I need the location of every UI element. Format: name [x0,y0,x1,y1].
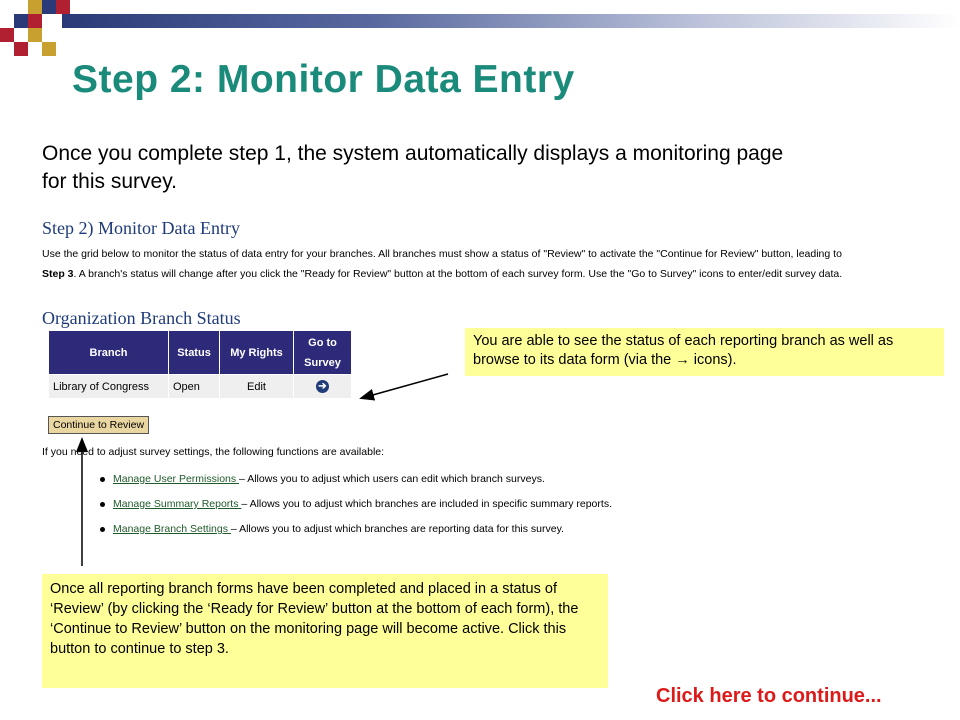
desc-step-link: Step 3 [42,268,74,280]
functions-list [100,470,612,545]
cell-status: Open [169,375,220,399]
function-desc: – Allows you to adjust which branches are included in specific summary reports. [241,498,612,510]
continue-to-review-button[interactable]: Continue to Review [48,416,149,434]
app-step-description [42,244,862,284]
callout-continue-review: Once all reporting branch forms have been completed and placed in a status of ‘Review’ (by clicking the ‘Ready for Review’ button at the bottom of each form), the ‘Continue to Review’ button on the monitoring page will become active. Click this button to continue to step 3. [42,574,608,688]
col-header-status: Status [169,331,220,375]
slide-title: Step 2: Monitor Data Entry [72,58,575,101]
manage-branch-settings-link[interactable]: Manage Branch Settings [113,523,231,535]
bullet-icon [100,527,105,532]
arrow-right-circle-icon[interactable]: ➔ [316,380,329,393]
arrow-to-goto-icon [362,374,448,398]
desc-part2: . A branch's status will change after you click the "Ready for Review" button at the bottom of each survey form. Use the "Go to Survey" icons to enter/edit survey data. [73,268,843,280]
cell-goto [294,375,352,399]
manage-summary-reports-link[interactable]: Manage Summary Reports [113,498,242,510]
table-row [49,375,352,399]
function-desc: – Allows you to adjust which branches are reporting data for this survey. [230,523,564,535]
bullet-icon [100,477,105,482]
list-item [100,495,612,520]
bullet-icon [100,502,105,507]
cell-rights: Edit [220,375,294,399]
cell-branch: Library of Congress [49,375,169,399]
col-header-goto: Go to Survey [294,331,352,375]
slide-intro: Once you complete step 1, the system automatically displays a monitoring page for this survey. [42,142,784,193]
adjust-settings-text: If you need to adjust survey settings, the following functions are available: [42,446,385,458]
click-to-continue-link[interactable]: Click here to continue... [656,685,882,707]
col-header-rights: My Rights [220,331,294,375]
list-item [100,520,612,545]
header-gradient-bar [62,14,960,28]
branch-status-table [48,330,352,399]
col-header-branch: Branch [49,331,169,375]
manage-user-permissions-link[interactable]: Manage User Permissions [113,473,240,485]
desc-part1: Use the grid below to monitor the status of data entry for your branches. All branches must show a status of "Review" to activate the "Continue for Review" button, leading to [42,248,842,260]
function-desc: – Allows you to adjust which users can edit which branch surveys. [239,473,545,485]
slide-decoration [0,0,80,60]
org-branch-status-heading: Organization Branch Status [42,308,241,328]
callout-branch-status: You are able to see the status of each reporting branch as well as browse to its data form (via the → icons). [465,328,944,376]
list-item [100,470,612,495]
app-step-heading: Step 2) Monitor Data Entry [42,218,240,238]
